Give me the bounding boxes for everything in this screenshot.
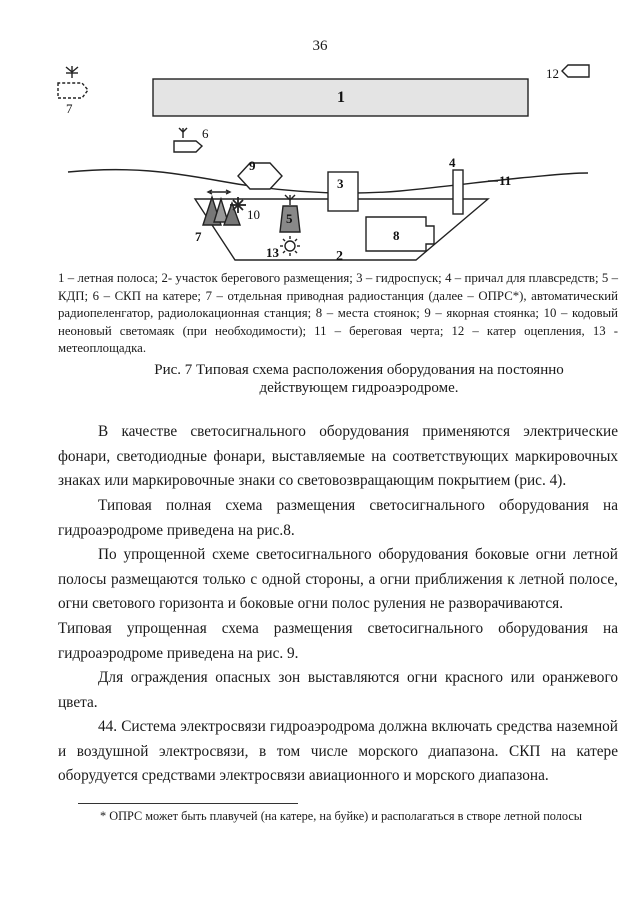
paragraph-telecom: 44. Система электросвязи гидроаэродрома должна включать средства наземной и воздушной электросвязи, в том числе морского диапазона. СКП на катере оборудуется средствами электросвязи авиационного и морского диапазона. [58,718,618,784]
label-anchorage: 9 [249,158,256,173]
paragraph-lighting: В качестве светосигнального оборудования применяются электрические фонари, светодиодные фонари, выставляемые на соответствующих маркировочных знаках или маркировочные знаки со световозвращающим покрытием (рис. 4). [58,423,618,489]
label-control-boat: 6 [202,126,209,141]
paragraph-simplified-figure: Типовая упрощенная схема размещения светосигнального оборудования на гидроаэродроме приведена на рис. 9. [58,620,618,662]
figure-legend: 1 – летная полоса; 2- участок берегового размещения; 3 – гидроспуск; 4 – причал для плавсредств; 5 – КДП; 6 – СКП на катере; 7 – отдельная приводная радиостанция (далее – ОПРС*), автоматический радиопеленгатор, радиолокационная станция; 8 – места стоянок; 9 – якорная стоянка; 10 – кодовый неоновый светомаяк (при необходимости); 11 – береговая черта; 12 – катер оцепления, 13 - метеоплощадка. [58,271,618,355]
label-coastal-area: 2 [336,249,343,264]
label-slipway: 3 [337,176,344,191]
label-radio-station-top: 7 [66,101,73,116]
label-shoreline: 11 [499,173,512,188]
label-radio-station: 7 [195,229,202,244]
label-control-tower: 5 [286,211,293,226]
footnote: * ОПРС может быть плавучей (на катере, на буйке) и располагаться в створе летной полосы [100,809,583,823]
pier [453,170,463,214]
weather-station-sun-icon [280,236,300,256]
page-number: 36 [312,38,328,54]
parking-area [366,217,434,251]
label-runway: 1 [337,89,345,106]
paragraph-simplified-scheme: По упрощенной схеме светосигнального оборудования боковые огни летной полосы размещаются только с одной стороны, а огни приближения к летной полосе, огни светового горизонта и боковые огни полос руления не разворачиваются. [58,546,618,612]
control-boat-icon [174,128,202,152]
label-escort-boat: 12 [546,66,559,81]
footnote-divider [78,803,298,804]
radio-station-boat-icon [58,66,88,98]
hydro-aerodrome-diagram [0,0,640,270]
paragraph-full-scheme: Типовая полная схема размещения светосигнального оборудования на гидроаэродроме приведена на рис.8. [58,497,618,539]
label-weather-station: 13 [266,245,279,260]
paragraph-hazard-lights: Для ограждения опасных зон выставляются огни красного или оранжевого цвета. [58,669,618,711]
label-pier: 4 [449,155,456,170]
figure-caption: Рис. 7 Типовая схема расположения оборудования на постоянно действующем гидроаэродроме. [154,362,564,396]
escort-boat-icon [562,65,589,77]
label-parking: 8 [393,228,400,243]
label-beacon: 10 [247,207,260,222]
